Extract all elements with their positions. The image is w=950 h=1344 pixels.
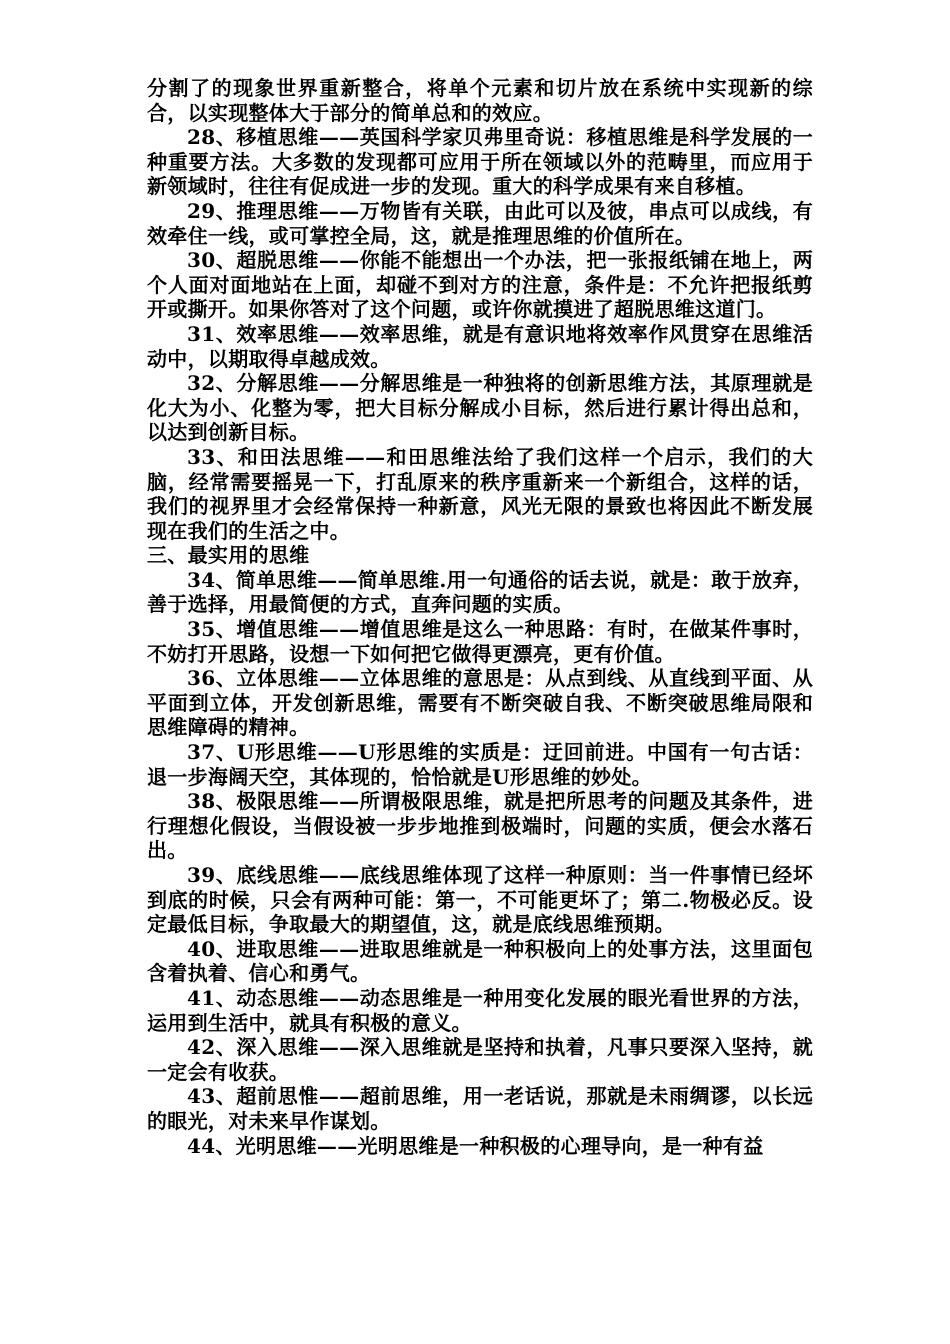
paragraph-intro-continuation: 分割了的现象世界重新整合，将单个元素和切片放在系统中实现新的综合，以实现整体大于部分的简单总和的效应。 xyxy=(147,76,813,125)
paragraph-34-simple-thinking: 34、简单思维——简单思维.用一句通俗的话去说，就是：敢于放弃，善于选择，用最简便的方式，直奔问题的实质。 xyxy=(147,567,813,617)
paragraph-37-u-shaped-thinking: 37、U形思维——U形思维的实质是：迂回前进。中国有一句古话：退一步海阔天空，其体现的，恰恰就是U形思维的妙处。 xyxy=(147,740,813,789)
paragraph-31-efficiency-thinking: 31、效率思维——效率思维，就是有意识地将效率作风贯穿在思维活动中，以期取得卓越成效。 xyxy=(147,321,813,371)
paragraph-40-enterprising-thinking: 40、进取思维——进取思维就是一种积极向上的处事方法，这里面包含着执着、信心和勇气。 xyxy=(147,936,813,986)
document-page xyxy=(147,76,813,1158)
paragraph-36-three-dimensional-thinking: 36、立体思维——立体思维的意思是：从点到线、从直线到平面、从平面到立体，开发创新思维，需要有不断突破自我、不断突破思维局限和思维障碍的精神。 xyxy=(147,666,813,740)
section-heading: 三、最实用的思维 xyxy=(147,543,310,568)
paragraph-42-in-depth-thinking: 42、深入思维——深入思维就是坚持和执着，凡事只要深入坚持，就一定会有收获。 xyxy=(147,1035,813,1084)
paragraph-41-dynamic-thinking: 41、动态思维——动态思维是一种用变化发展的眼光看世界的方法，运用到生活中，就具有积极的意义。 xyxy=(147,985,813,1035)
paragraph-32-decomposition-thinking: 32、分解思维——分解思维是一种独将的创新思维方法，其原理就是化大为小、化整为零，把大目标分解成小目标，然后进行累计得出总和，以达到创新目标。 xyxy=(147,371,813,445)
paragraph-28-transplant-thinking: 28、移植思维——英国科学家贝弗里奇说：移植思维是科学发展的一种重要方法。大多数的发现都可应用于所在领域以外的范畴里，而应用于新领域时，往往有促成进一步的发现。重大的科学成果有来自移植。 xyxy=(147,125,813,199)
paragraph-43-forward-thinking: 43、超前思惟——超前思维，用一老话说，那就是未雨绸谬，以长远的眼光，对未来早作谋划。 xyxy=(147,1084,813,1133)
paragraph-33-wada-thinking: 33、和田法思维——和田思维法给了我们这样一个启示，我们的大脑，经常需要摇晃一下，打乱原来的秩序重新来一个新组合，这样的话，我们的视界里才会经常保持一种新意，风光无限的景致也将因此不断发展现在我们的生活之中。 xyxy=(147,444,813,543)
paragraph-39-bottom-line-thinking: 39、底线思维——底线思维体现了这样一种原则：当一件事情已经坏到底的时候，只会有两种可能：第一，不可能更坏了；第二.物极必反。设定最低目标，争取最大的期望值，这，就是底线思维预期。 xyxy=(147,863,813,937)
paragraph-35-value-added-thinking: 35、增值思维——增值思维是这么一种思路：有时，在做某件事时，不妨打开思路，设想一下如何把它做得更漂亮，更有价值。 xyxy=(147,617,813,666)
paragraph-29-reasoning-thinking: 29、推理思维——万物皆有关联，由此可以及彼，串点可以成线，有效牵住一线，或可掌控全局，这，就是推理思维的价值所在。 xyxy=(147,198,813,248)
paragraph-44-bright-thinking: 44、光明思维——光明思维是一种积极的心理导向，是一种有益 xyxy=(187,1133,764,1158)
paragraph-30-detached-thinking: 30、超脱思维——你能不能想出一个办法，把一张报纸铺在地上，两个人面对面地站在上面，却碰不到对方的注意，条件是：不允许把报纸剪开或撕开。如果你答对了这个问题，或许你就摸进了超脱思维这道门。 xyxy=(147,248,813,322)
paragraph-38-limit-thinking: 38、极限思维——所谓极限思维，就是把所思考的问题及其条件，进行理想化假设，当假设被一步步地推到极端时，问题的实质，便会水落石出。 xyxy=(147,789,813,863)
